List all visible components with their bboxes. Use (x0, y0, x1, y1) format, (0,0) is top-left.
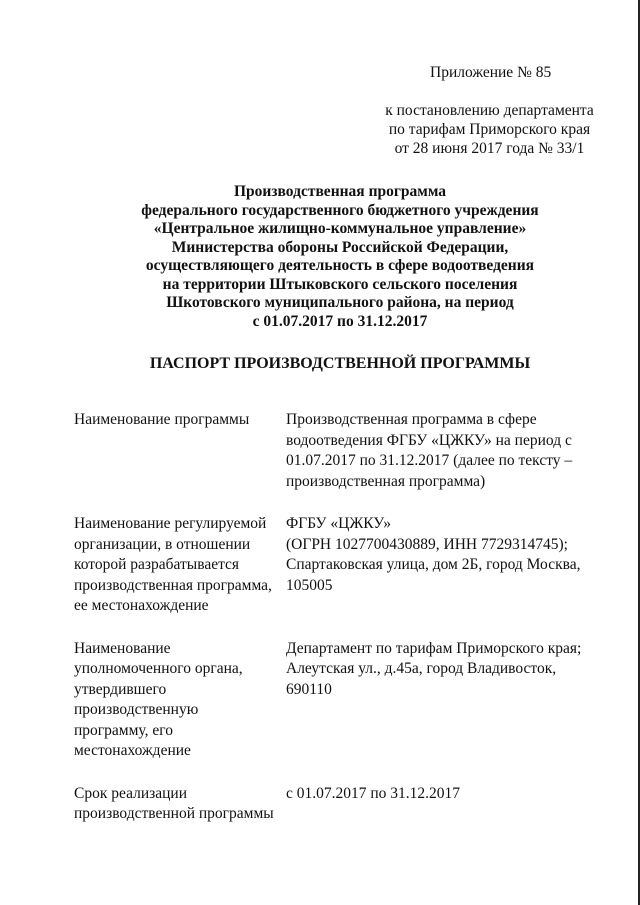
passport-label-line: производственная программа, (74, 576, 272, 594)
program-title-line: Шкотовского муниципального района, на период (166, 294, 514, 311)
appendix-reference-line: к постановлению департамента (385, 102, 594, 119)
program-title-line: на территории Штыковского сельского поселения (162, 275, 518, 293)
program-title-line: осуществляющего деятельность в сфере водоотведения (145, 257, 535, 274)
passport-value-line: 105005 (286, 576, 333, 594)
passport-label-line: производственной программы (74, 805, 274, 822)
passport-value-line: 690110 (286, 680, 332, 698)
passport-label (74, 514, 284, 617)
passport-value-line: водоотведения ФГБУ «ЦЖКУ» на период с (286, 431, 572, 449)
appendix-reference-line: от 28 июня 2017 года № 33/1 (394, 140, 585, 157)
program-title-line: Производственная программа (233, 183, 447, 200)
passport-label (74, 410, 284, 492)
passport-label-line: Наименование регулируемой (74, 515, 267, 532)
passport-value-line: производственная программа) (286, 472, 486, 490)
passport-value-line: Алеутская ул., д.45а, город Владивосток, (286, 660, 557, 677)
appendix-title: Приложение № 85 (430, 64, 552, 81)
passport-value-line: Департамент по тарифам Приморского края; (286, 639, 582, 657)
passport-label-line: которой разрабатывается (74, 556, 240, 573)
passport-value-line: ФГБУ «ЦЖКУ» (286, 515, 392, 532)
passport-label-line: Наименование программы (74, 411, 250, 428)
passport-label-line: утвердившего (74, 680, 167, 698)
passport-value-line: Производственная программа в сфере (286, 411, 537, 428)
passport-value (284, 410, 614, 492)
passport-row-program-name (74, 410, 614, 492)
passport-value-line: 01.07.2017 по 31.12.2017 (далее по тексту – (286, 452, 573, 469)
passport-label (74, 784, 284, 825)
program-title-line: Министерства обороны Российской Федерации, (171, 238, 509, 256)
appendix-reference (382, 101, 597, 158)
program-title-line: федерального государственного бюджетного учреждения (141, 201, 539, 219)
passport-value-line: Спартаковская улица, дом 2Б, город Москва, (286, 556, 581, 573)
passport-label-line: организации, в отношении (74, 535, 251, 553)
passport-label-line: уполномоченного органа, (74, 660, 243, 677)
passport-label-line: программу, его (74, 721, 173, 739)
passport-label (74, 639, 284, 762)
passport-row-term (74, 784, 614, 825)
passport-value (284, 639, 614, 762)
passport-row-organization (74, 514, 614, 617)
passport-row-authority (74, 639, 614, 762)
passport-table (74, 410, 614, 847)
passport-title: ПАСПОРТ ПРОИЗВОДСТВЕННОЙ ПРОГРАММЫ (149, 355, 531, 372)
program-title-line: с 01.07.2017 по 31.12.2017 (252, 312, 428, 330)
passport-label-line: производственную (74, 701, 199, 718)
appendix-reference-line: по тарифам Приморского края (388, 121, 591, 138)
passport-value-line: (ОГРН 1027700430889, ИНН 7729314745); (286, 535, 568, 553)
passport-value (284, 514, 614, 617)
passport-label-line: Срок реализации (74, 784, 187, 802)
passport-value (284, 784, 614, 825)
passport-label-line: Наименование (74, 639, 171, 657)
passport-label-line: местонахождение (74, 742, 191, 759)
program-title-line: «Центральное жилищно-коммунальное управление» (153, 220, 527, 237)
program-title (120, 183, 560, 331)
passport-value-line: с 01.07.2017 по 31.12.2017 (286, 784, 461, 802)
passport-label-line: ее местонахождение (74, 597, 209, 614)
